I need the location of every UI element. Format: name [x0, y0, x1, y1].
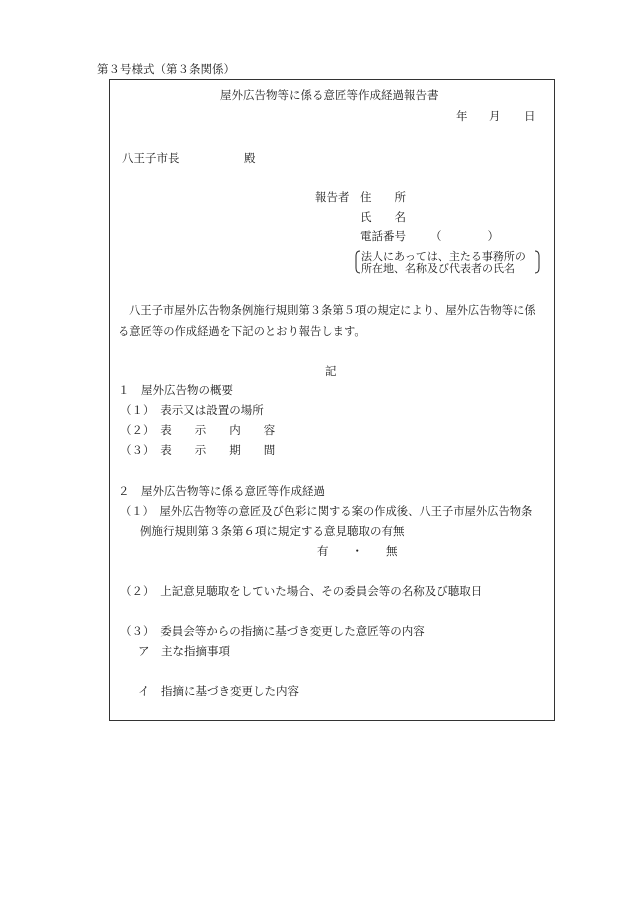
- section1-item-2: （２） 表 示 内 容: [120, 423, 276, 437]
- presence-choice: 有 ・ 無: [317, 544, 398, 558]
- reporter-phone-parens: （ ）: [430, 229, 499, 243]
- ki-heading: 記: [325, 364, 337, 378]
- reporter-name-label: 氏 名: [360, 210, 406, 224]
- date-day: 日: [524, 109, 536, 123]
- section1-heading: １ 屋外広告物の概要: [118, 383, 233, 397]
- addressee-honorific: 殿: [244, 151, 256, 165]
- addressee-name: 八王子市長: [122, 151, 180, 165]
- body-line-1: 八王子市屋外広告物条例施行規則第３条第５項の規定により、屋外広告物等に係: [129, 304, 536, 317]
- body-line-2: る意匠等の作成経過を下記のとおり報告します。: [118, 325, 366, 338]
- section1-item-3: （３） 表 示 期 間: [120, 443, 276, 457]
- section2-item-2: （２） 上記意見聴取をしていた場合、その委員会等の名称及び聴取日: [120, 584, 483, 598]
- section2-item1-line1: （１） 屋外広告物等の意匠及び色彩に関する案の作成後、八王子市屋外広告物条: [120, 505, 533, 518]
- date-month: 月: [489, 109, 501, 123]
- corp-note-line-2: 所在地、名称及び代表者の氏名: [361, 262, 515, 275]
- reporter-label: 報告者: [315, 190, 350, 204]
- section2-item-3-i: イ 指摘に基づき変更した内容: [138, 684, 299, 698]
- page-title: 屋外広告物等に係る意匠等作成経過報告書: [220, 88, 439, 102]
- section2-heading: ２ 屋外広告物等に係る意匠等作成経過: [118, 484, 325, 498]
- date-year: 年: [456, 109, 468, 123]
- form-label: 第３号様式（第３条関係）: [97, 62, 235, 76]
- corp-note-line-1: 法人にあっては、主たる事務所の: [361, 250, 526, 263]
- reporter-phone-label: 電話番号: [360, 229, 406, 243]
- section2-item1-line2: 例施行規則第３条第６項に規定する意見聴取の有無: [140, 524, 405, 538]
- section2-item-3-a: ア 主な指摘事項: [138, 644, 230, 658]
- section1-item-1: （１） 表示又は設置の場所: [120, 403, 264, 417]
- reporter-address-label: 住 所: [360, 190, 406, 204]
- section2-item-3: （３） 委員会等からの指摘に基づき変更した意匠等の内容: [120, 624, 425, 638]
